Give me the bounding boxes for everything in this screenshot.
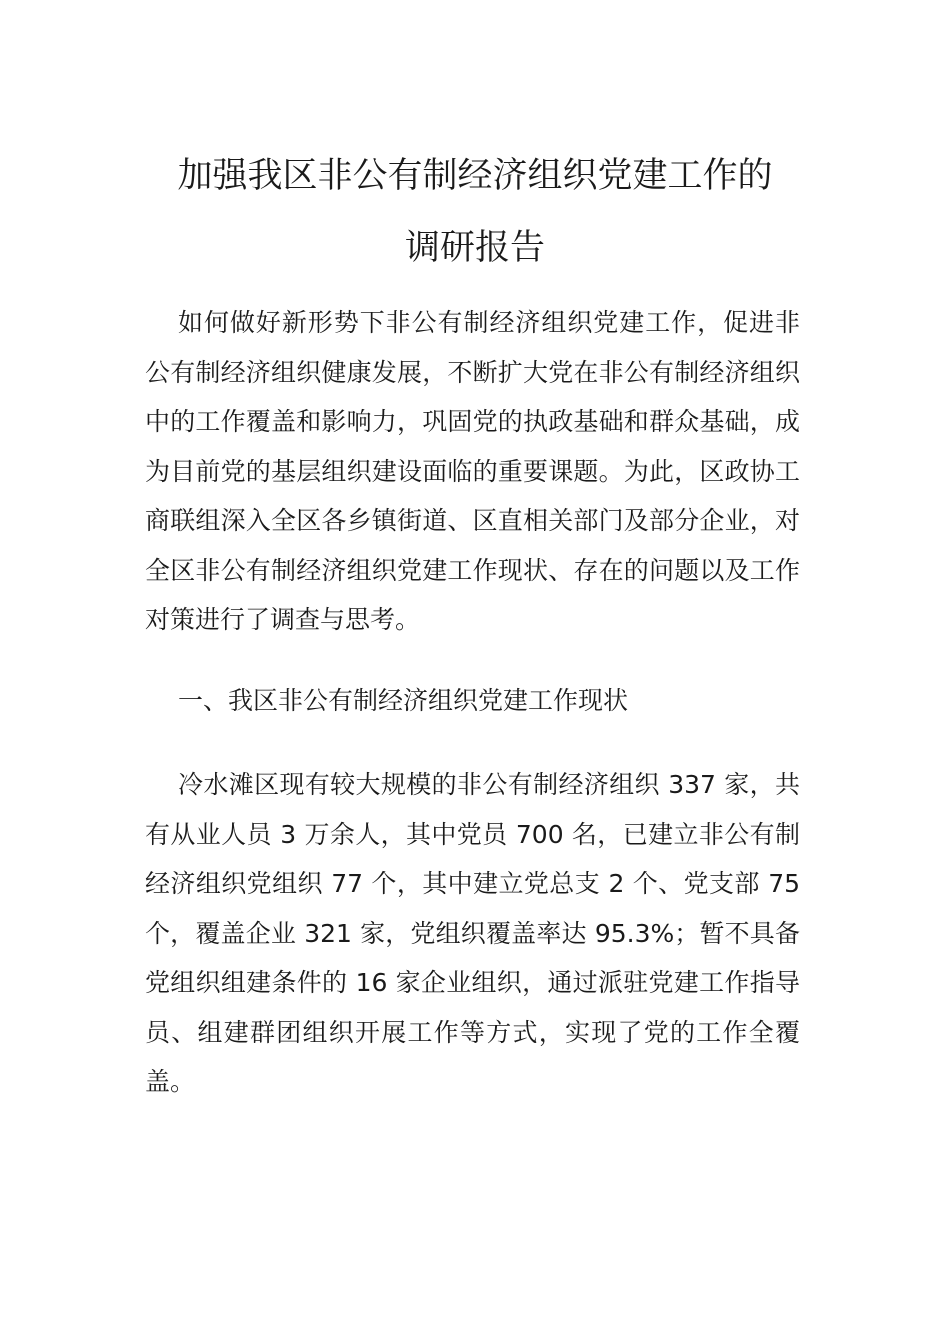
section-heading-1: 一、我区非公有制经济组织党建工作现状 [178, 686, 629, 715]
status-paragraph: 冷水滩区现有较大规模的非公有制经济组织 337 家，共有从业人员 3 万余人，其中党员 700 名，已建立非公有制经济组织党组织 77 个，其中建立党总支 2 个、党支部 75 个，覆盖企业 321 家，党组织覆盖率达 95.3%；暂不具备党组织组建条件的 16 家企业组织，通过派驻党建工作指导员、组建群团组织开展工作等方式，实现了党的工作全覆盖。 [145, 770, 800, 1096]
document-title-line-1: 加强我区非公有制经济组织党建工作的 [177, 156, 773, 196]
document-title-line-2: 调研报告 [404, 228, 545, 268]
intro-paragraph: 如何做好新形势下非公有制经济组织党建工作，促进非公有制经济组织健康发展，不断扩大党在非公有制经济组织中的工作覆盖和影响力，巩固党的执政基础和群众基础，成为目前党的基层组织建设面临的重要课题。为此，区政协工商联组深入全区各乡镇街道、区直相关部门及部分企业，对全区非公有制经济组织党建工作现状、存在的问题以及工作对策进行了调查与思考。 [145, 308, 800, 634]
